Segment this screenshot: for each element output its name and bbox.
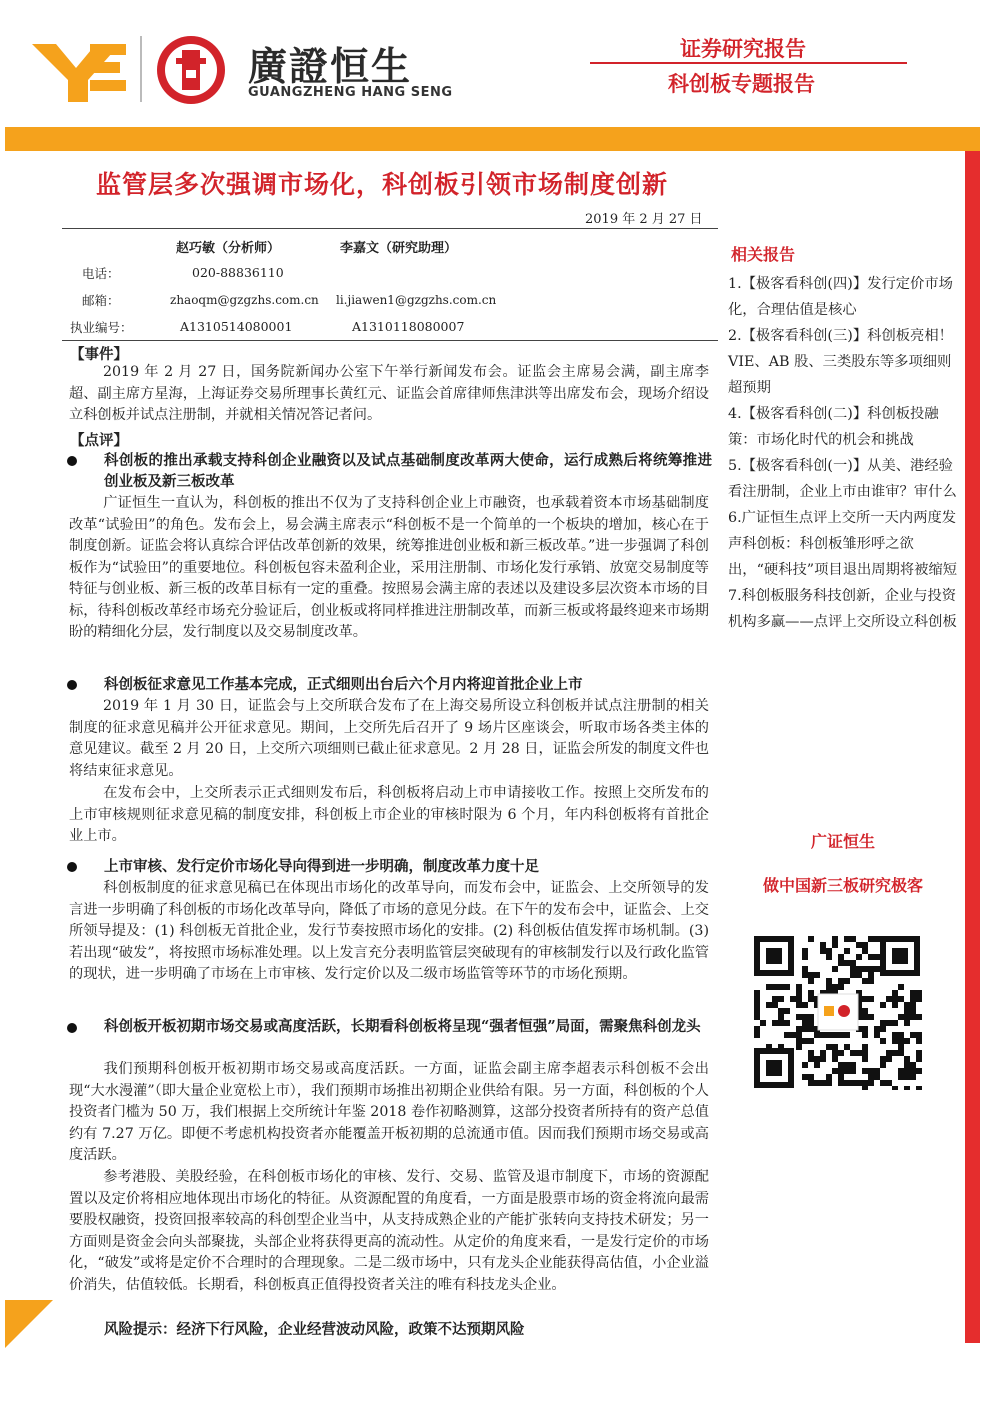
bullet-icon — [67, 456, 77, 466]
license-value-1: A1310514080001 — [180, 319, 293, 334]
event-text: 2019 年 2 月 27 日，国务院新闻办公室下午举行新闻发布会。证监会主席易会满，副主席李超、副主席方星海，上海证券交易所理事长黄红元、证监会首席律师焦津洪等出席发布会，现场介绍设立科创板并试点注册制，并就相关情况答记者问。 — [69, 364, 709, 423]
license-value-2: A1310118080007 — [352, 319, 465, 334]
bullet-text: 我们预期科创板开板初期市场交易或高度活跃。一方面，证监会副主席李超表示科创板不会出现“大水漫灌”（即大量企业宽松上市），我们预期市场推出初期企业供给有限。另一方面，科创板的个人投资者门槛为 50 万，我们根据上交所统计年鉴 2018 卷作初略测算，这部分投资者所持有的资产总值约有 7.27 万亿。即便不考虑机构投资者亦能覆盖开板初期的总流通市值。因而我们预期市场交易或高度活跃。 — [69, 1061, 709, 1163]
phone-label: 电话： — [82, 266, 120, 281]
corner-decoration — [5, 1300, 53, 1348]
bullet-text: 2019 年 1 月 30 日，证监会与上交所联合发布了在上海交易所设立科创板并试点注册制的相关制度的征求意见稿并公开征求意见。期间，上交所先后召开了 9 场片区座谈会，听取市场各类主体的意见建议。截至 2 月 20 日，上交所六项细则已截止征求意见。2 月 28 日，证监会所发的制度文件也将结束征求意见。 — [69, 698, 709, 779]
phone-value: 020-88836110 — [192, 265, 284, 280]
bullet-icon — [67, 680, 77, 690]
license-label: 执业编号： — [70, 320, 133, 335]
related-report-link[interactable]: 6.广证恒生点评上交所一天内两度发声科创板：科创板雏形呼之欲出，“硬科技”项目退出周期将被缩短 — [728, 510, 958, 578]
meta-divider — [62, 340, 718, 341]
bullet-heading-2: 科创板征求意见工作基本完成，正式细则出台后六个月内将迎首批企业上市 — [104, 676, 583, 693]
qr-code-icon[interactable] — [752, 934, 922, 1090]
analyst-name-1: 赵巧敏（分析师） — [176, 241, 281, 256]
brand-name: 廣證恒生 — [248, 45, 413, 90]
bullet-text: 科创板制度的征求意见稿已在体现出市场化的改革导向，而发布会中，证监会、上交所领导的发言进一步明确了科创板的市场化改革导向，降低了市场的意见分歧。在下午的发布会中，证监会、上交所领导提及：(1) 科创板无首批企业，发行节奏按照市场化的安排。(2) 科创板估值发挥市场机制。(3) 若出现“破发”，将按照市场标准处理。以上发言充分表明监管层突破现有的审核制发行以及行政化监管的现状，进一步明确了市场在上市审核、发行定价以及二级市场监管等环节的市场化预期。 — [69, 880, 709, 982]
side-accent-bar — [965, 151, 980, 1343]
bullet-text: 广证恒生一直认为，科创板的推出不仅为了支持科创企业上市融资，也承载着资本市场基础制度改革“试验田”的角色。发布会上，易会满主席表示“科创板不是一个简单的一个板块的增加，核心在于制度创新。证监会将认真综合评估改革创新的效果，统筹推进创业板和新三板改革。”进一步强调了科创板作为“试验田”的重要地位。科创板包容未盈利企业，采用注册制、市场化发行承销、放宽交易制度等特征与创业板、新三板的改革目标有一定的重叠。按照易会满主席的表述以及建设多层次资本市场的目标，待科创板改革经市场充分验证后，创业板或将同样推进注册制改革，而新三板或将最终迎来市场期盼的精细化分层，发行制度以及交易制度改革。 — [69, 495, 709, 640]
bullet-paragraph-1 — [69, 493, 709, 644]
report-title: 监管层多次强调市场化，科创板引领市场制度创新 — [96, 170, 669, 199]
bullet-paragraph-4a — [69, 1059, 709, 1167]
header-divider — [590, 62, 907, 64]
report-type: 证券研究报告 — [680, 37, 806, 61]
comment-heading: 【点评】 — [70, 432, 128, 449]
email-value-1: zhaoqm@gzgzhs.com.cn — [170, 293, 319, 307]
risk-notice: 风险提示：经济下行风险，企业经营波动风险，政策不达预期风险 — [104, 1321, 525, 1338]
bullet-paragraph-3 — [69, 878, 709, 986]
email-label: 邮箱： — [82, 293, 120, 308]
related-reports-list — [728, 271, 958, 635]
related-report-link[interactable]: 7.科创板服务科技创新，企业与投资机构多赢——点评上交所设立科创板 — [728, 588, 957, 630]
bullet-text: 在发布会中，上交所表示正式细则发布后，科创板将启动上市申请接收工作。按照上交所发布的上市审核规则征求意见稿的制度安排，科创板上市企业的审核时限为 6 个月，年内科创板将有首批企业上市。 — [69, 785, 709, 844]
brand-name-en: GUANGZHENG HANG SENG — [248, 85, 453, 100]
bullet-heading-4: 科创板开板初期市场交易或高度活跃，长期看科创板将呈现“强者恒强”局面，需聚焦科创龙头 — [104, 1018, 701, 1035]
bullet-paragraph-4b — [69, 1167, 709, 1296]
bullet-paragraph-2a — [69, 696, 709, 782]
bullet-icon — [67, 862, 77, 872]
related-report-link[interactable]: 1.【极客看科创(四)】发行定价市场化，合理估值是核心 — [728, 276, 953, 318]
report-date: 2019 年 2 月 27 日 — [585, 212, 703, 227]
related-reports-title: 相关报告 — [731, 245, 796, 264]
report-subtype: 科创板专题报告 — [668, 72, 815, 96]
related-report-link[interactable]: 4.【极客看科创(二)】科创板投融策：市场化时代的机会和挑战 — [728, 406, 939, 448]
bullet-heading-3: 上市审核、发行定价市场化导向得到进一步明确，制度改革力度十足 — [104, 858, 539, 875]
event-paragraph — [69, 362, 709, 427]
bullet-paragraph-2b — [69, 783, 709, 848]
sidebar-slogan: 做中国新三板研究极客 — [762, 876, 923, 895]
email-value-2: li.jiawen1@gzgzhs.com.cn — [336, 293, 497, 307]
header-band — [5, 127, 980, 151]
bullet-icon — [67, 1023, 77, 1033]
event-heading: 【事件】 — [70, 346, 128, 363]
bullet-heading-1: 科创板的推出承载支持科创企业融资以及试点基础制度改革两大使命，运行成熟后将统筹推进创业板及新三板改革 — [104, 452, 712, 490]
bullet-text: 参考港股、美股经验，在科创板市场化的审核、发行、交易、监管及退市制度下，市场的资源配置以及定价将相应地体现出市场化的特征。从资源配置的角度看，一方面是股票市场的资金将流向最需要股权融资，投资回报率较高的科创型企业当中，从支持成熟企业的产能扩张转向支持技术研发；另一方面则是资金会向头部聚拢，头部企业将获得更高的流动性。从定价的角度来看，一是发行定价的市场化，“破发”或将是定价不合理时的合理现象。二是二级市场中，只有龙头企业能获得高估值，小企业溢价消失，估值较低。长期看，科创板真正值得投资者关注的唯有科技龙头企业。 — [69, 1169, 709, 1293]
analyst-name-2: 李嘉文（研究助理） — [340, 241, 458, 256]
related-report-link[interactable]: 2.【极客看科创(三)】科创板亮相！VIE、AB 股、三类股东等多项细则超预期 — [728, 328, 953, 396]
sidebar-brand: 广证恒生 — [810, 832, 875, 851]
company-logo-icon — [30, 30, 250, 110]
related-report-link[interactable]: 5.【极客看科创(一)】从美、港经验看注册制，企业上市由谁审？审什么 — [728, 458, 957, 500]
title-divider — [62, 228, 718, 229]
